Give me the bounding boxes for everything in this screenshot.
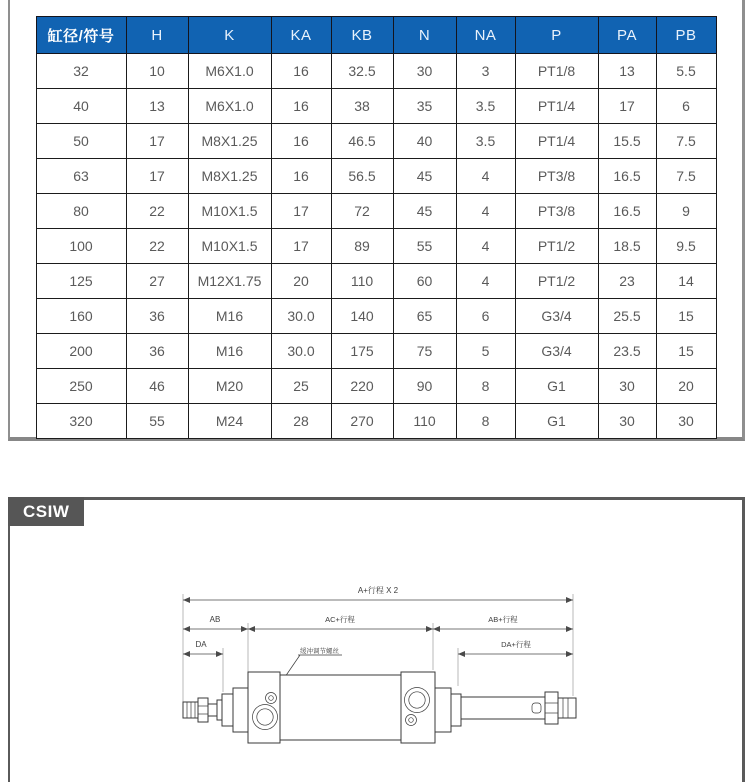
right-rod-collar <box>435 688 451 732</box>
table-cell: 15 <box>656 299 716 334</box>
table-cell: 45 <box>393 159 456 194</box>
table-cell: 55 <box>126 404 188 439</box>
table-cell: 320 <box>36 404 126 439</box>
column-header: KA <box>271 17 331 54</box>
right-piston-rod <box>461 697 545 719</box>
cylinder-drawing-svg <box>170 576 590 762</box>
table-cell: M8X1.25 <box>188 124 271 159</box>
table-cell: 10 <box>126 54 188 89</box>
table-cell: 35 <box>393 89 456 124</box>
table-cell: 46.5 <box>331 124 393 159</box>
table-cell: 3.5 <box>456 124 515 159</box>
table-cell: 75 <box>393 334 456 369</box>
table-cell: 36 <box>126 299 188 334</box>
spec-table-panel <box>8 0 745 441</box>
table-cell: 6 <box>456 299 515 334</box>
column-header: 缸径/符号 <box>36 17 126 54</box>
table-cell: 20 <box>271 264 331 299</box>
table-cell: 16 <box>271 54 331 89</box>
table-cell: 36 <box>126 334 188 369</box>
table-cell: M24 <box>188 404 271 439</box>
right-end-cap <box>401 672 435 743</box>
table-row <box>36 299 716 334</box>
table-cell: 25.5 <box>598 299 656 334</box>
table-cell: 30 <box>393 54 456 89</box>
table-cell: 175 <box>331 334 393 369</box>
table-cell: 220 <box>331 369 393 404</box>
column-header: K <box>188 17 271 54</box>
table-cell: 13 <box>126 89 188 124</box>
table-cell: 7.5 <box>656 124 716 159</box>
dim-label-ab-plus-stroke: AB+行程 <box>488 615 518 624</box>
table-cell: PT1/8 <box>515 54 598 89</box>
table-cell: 22 <box>126 229 188 264</box>
table-cell: 5 <box>456 334 515 369</box>
table-cell: 25 <box>271 369 331 404</box>
table-cell: PT1/2 <box>515 264 598 299</box>
table-cell: M16 <box>188 334 271 369</box>
column-header: PA <box>598 17 656 54</box>
cylinder-body <box>183 672 576 743</box>
table-row <box>36 334 716 369</box>
table-cell: M10X1.5 <box>188 194 271 229</box>
table-cell: 200 <box>36 334 126 369</box>
table-cell: G3/4 <box>515 299 598 334</box>
table-cell: 14 <box>656 264 716 299</box>
table-cell: 8 <box>456 404 515 439</box>
table-cell: M10X1.5 <box>188 229 271 264</box>
right-thread-tip <box>558 698 576 718</box>
table-cell: 23.5 <box>598 334 656 369</box>
table-cell: 270 <box>331 404 393 439</box>
table-cell: 250 <box>36 369 126 404</box>
table-cell: 45 <box>393 194 456 229</box>
table-cell: 23 <box>598 264 656 299</box>
table-cell: M6X1.0 <box>188 89 271 124</box>
table-row <box>36 159 716 194</box>
table-row <box>36 124 716 159</box>
cylinder-tube <box>280 675 401 740</box>
table-cell: 17 <box>126 159 188 194</box>
table-cell: 3 <box>456 54 515 89</box>
column-header: PB <box>656 17 716 54</box>
table-cell: 18.5 <box>598 229 656 264</box>
column-header: KB <box>331 17 393 54</box>
table-row <box>36 194 716 229</box>
table-cell: 30 <box>598 404 656 439</box>
table-cell: 90 <box>393 369 456 404</box>
table-cell: 17 <box>271 194 331 229</box>
table-cell: 3.5 <box>456 89 515 124</box>
table-cell: 17 <box>126 124 188 159</box>
table-cell: 72 <box>331 194 393 229</box>
table-row <box>36 54 716 89</box>
table-cell: 89 <box>331 229 393 264</box>
cylinder-dimension-drawing <box>170 576 590 762</box>
table-cell: 125 <box>36 264 126 299</box>
table-cell: 50 <box>36 124 126 159</box>
column-header: NA <box>456 17 515 54</box>
table-cell: 100 <box>36 229 126 264</box>
table-cell: 40 <box>36 89 126 124</box>
table-cell: 9 <box>656 194 716 229</box>
table-cell: 60 <box>393 264 456 299</box>
table-cell: 4 <box>456 194 515 229</box>
table-cell: G1 <box>515 369 598 404</box>
table-cell: 16.5 <box>598 159 656 194</box>
table-cell: G3/4 <box>515 334 598 369</box>
table-cell: 32 <box>36 54 126 89</box>
table-cell: 38 <box>331 89 393 124</box>
table-cell: 160 <box>36 299 126 334</box>
csiw-section-tab: CSIW <box>8 497 84 526</box>
table-cell: 20 <box>656 369 716 404</box>
table-cell: 30 <box>656 404 716 439</box>
table-cell: 17 <box>271 229 331 264</box>
table-row <box>36 404 716 439</box>
csiw-section-panel <box>8 497 745 782</box>
table-cell: 140 <box>331 299 393 334</box>
left-rod-gland <box>222 694 233 726</box>
table-row <box>36 369 716 404</box>
column-header: N <box>393 17 456 54</box>
table-cell: 56.5 <box>331 159 393 194</box>
spec-table-header-row <box>36 17 716 54</box>
table-cell: 16 <box>271 89 331 124</box>
table-row <box>36 264 716 299</box>
table-cell: 9.5 <box>656 229 716 264</box>
table-cell: M16 <box>188 299 271 334</box>
table-cell: 40 <box>393 124 456 159</box>
table-cell: PT1/4 <box>515 89 598 124</box>
table-cell: 28 <box>271 404 331 439</box>
table-cell: 16.5 <box>598 194 656 229</box>
table-cell: M20 <box>188 369 271 404</box>
left-thread-tip <box>183 702 198 718</box>
table-cell: 110 <box>393 404 456 439</box>
table-cell: 65 <box>393 299 456 334</box>
right-collar-step <box>451 694 461 726</box>
table-cell: 17 <box>598 89 656 124</box>
dim-label-total-stroke: A+行程 X 2 <box>357 586 399 595</box>
table-cell: 7.5 <box>656 159 716 194</box>
table-cell: 4 <box>456 264 515 299</box>
left-end-cap <box>248 672 280 743</box>
table-cell: 6 <box>656 89 716 124</box>
dim-label-da-plus-stroke: DA+行程 <box>501 640 531 649</box>
table-cell: 8 <box>456 369 515 404</box>
dim-label-da: DA <box>195 640 207 649</box>
cushion-screw-callout-label: 缓冲调节螺丝 <box>300 648 339 655</box>
left-gland-step <box>233 688 248 732</box>
right-rod-nut <box>545 692 558 724</box>
table-cell: M8X1.25 <box>188 159 271 194</box>
table-cell: 30 <box>598 369 656 404</box>
table-cell: 4 <box>456 229 515 264</box>
table-cell: 22 <box>126 194 188 229</box>
table-cell: 55 <box>393 229 456 264</box>
table-row <box>36 229 716 264</box>
table-cell: 30.0 <box>271 299 331 334</box>
column-header: P <box>515 17 598 54</box>
left-rod-nut <box>198 698 208 722</box>
table-cell: M12X1.75 <box>188 264 271 299</box>
dim-label-ab: AB <box>209 615 221 624</box>
table-cell: 32.5 <box>331 54 393 89</box>
dim-label-ac-plus-stroke: AC+行程 <box>325 615 355 624</box>
table-cell: M6X1.0 <box>188 54 271 89</box>
table-cell: PT1/4 <box>515 124 598 159</box>
table-cell: 16 <box>271 124 331 159</box>
left-rod <box>208 704 217 716</box>
table-cell: 13 <box>598 54 656 89</box>
table-row <box>36 89 716 124</box>
table-cell: 30.0 <box>271 334 331 369</box>
table-cell: 16 <box>271 159 331 194</box>
spec-table <box>36 16 717 439</box>
table-cell: PT1/2 <box>515 229 598 264</box>
table-cell: 5.5 <box>656 54 716 89</box>
left-washer <box>217 700 222 720</box>
table-cell: 80 <box>36 194 126 229</box>
table-cell: 15.5 <box>598 124 656 159</box>
column-header: H <box>126 17 188 54</box>
table-cell: G1 <box>515 404 598 439</box>
table-cell: 110 <box>331 264 393 299</box>
table-cell: 46 <box>126 369 188 404</box>
table-cell: 4 <box>456 159 515 194</box>
table-cell: PT3/8 <box>515 194 598 229</box>
table-cell: 27 <box>126 264 188 299</box>
table-cell: 63 <box>36 159 126 194</box>
table-cell: PT3/8 <box>515 159 598 194</box>
table-cell: 15 <box>656 334 716 369</box>
